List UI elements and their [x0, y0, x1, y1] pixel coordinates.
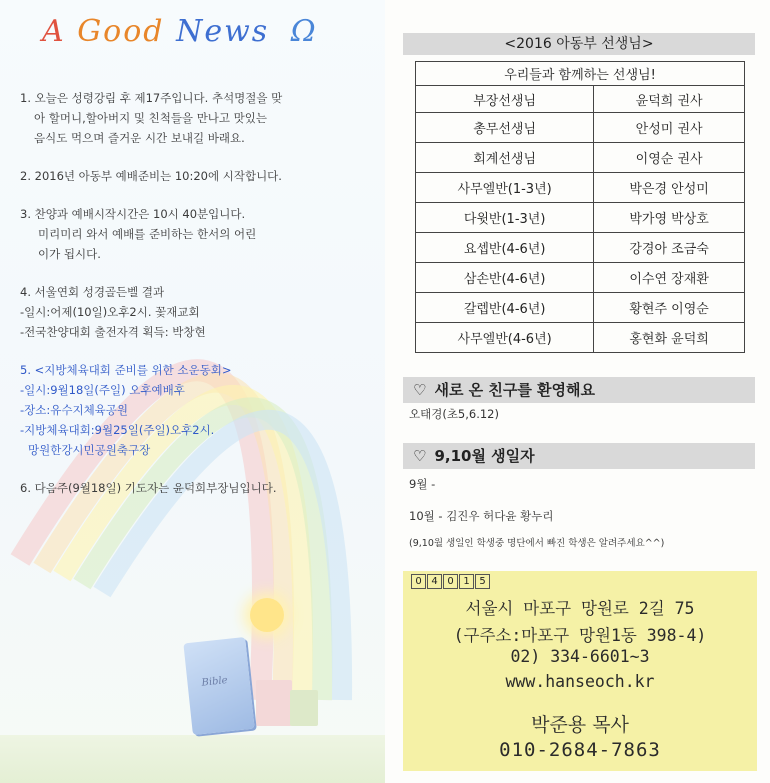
announcement-line: -일시:어제(10일)오후2시. 꽃재교회: [20, 305, 200, 319]
staff-role: 요셉반(4-6년): [416, 233, 594, 263]
pastor-mobile: 010-2684-7863: [499, 739, 661, 761]
grass-decoration: [0, 735, 385, 783]
announcement-line: -지방체육대회:9월25일(주일)오후2시.: [20, 423, 215, 437]
birthday-october: 10월 - 김진우 허다윤 황누리: [409, 509, 554, 523]
table-row: [416, 62, 745, 86]
title-news: News: [176, 14, 270, 49]
staff-role: 사무엘반(4-6년): [416, 323, 594, 353]
table-row: [416, 293, 745, 323]
staff-role: 부장선생님: [416, 86, 594, 113]
staff-role: 삼손반(4-6년): [416, 263, 594, 293]
newsletter-title: [42, 14, 318, 49]
staff-names: 강경아 조금숙: [594, 233, 745, 263]
announcement-item: [20, 360, 370, 460]
announcement-line: 1. 오늘은 성령강림 후 제17주입니다. 추석명절을 맞: [20, 91, 283, 105]
announcement-line: 음식도 먹으며 즐거운 시간 보내길 바래요.: [34, 131, 245, 145]
birthday-title: 9,10월 생일자: [434, 447, 535, 465]
birthday-note: (9,10월 생일인 학생중 명단에서 빠진 학생은 알려주세요^^): [409, 538, 665, 549]
table-row: [416, 86, 745, 113]
staff-names: 이수연 장재환: [594, 263, 745, 293]
table-row: [416, 233, 745, 263]
staff-role: 회계선생님: [416, 143, 594, 173]
announcement-line: -일시:9월18일(주일) 오후예배후: [20, 383, 185, 397]
bible-icon: [183, 637, 254, 735]
birthday-september: 9월 -: [409, 477, 436, 491]
old-address-line: (구주소:마포구 망원1동 398-4): [453, 626, 707, 645]
announcement-line: 망원한강시민공원축구장: [28, 443, 151, 457]
welcome-names: 오태경(초5,6.12): [409, 407, 499, 421]
table-row: [416, 143, 745, 173]
announcement-line: 미리미리 와서 예배를 준비하는 한서의 어린: [38, 227, 257, 241]
staff-role: 총무선생님: [416, 113, 594, 143]
staff-names: 홍현화 윤덕희: [594, 323, 745, 353]
staff-names: 안성미 권사: [594, 113, 745, 143]
bible-label: Bible: [201, 675, 229, 689]
pastor-name: 박준용 목사: [531, 714, 629, 736]
announcement-item: [20, 478, 370, 498]
address-box: [403, 571, 757, 771]
staff-names: 황현주 이영순: [594, 293, 745, 323]
zip-digit: 1: [459, 574, 474, 589]
title-good: Good: [77, 14, 165, 49]
staff-subheader: 우리들과 함께하는 선생님!: [416, 62, 745, 86]
zip-digit: 0: [443, 574, 458, 589]
staff-role: 다윗반(1-3년): [416, 203, 594, 233]
staff-table: [415, 61, 745, 353]
table-row: [416, 113, 745, 143]
announcement-line: 5. <지방체육대회 준비를 위한 소운동회>: [20, 363, 232, 377]
table-row: [416, 173, 745, 203]
omega-icon: Ω: [290, 14, 318, 49]
staff-names: 박은경 안성미: [594, 173, 745, 203]
staff-names: 윤덕희 권사: [594, 86, 745, 113]
staff-role: 사무엘반(1-3년): [416, 173, 594, 203]
table-row: [416, 323, 745, 353]
welcome-header: [403, 377, 755, 403]
zip-digit: 5: [475, 574, 490, 589]
announcement-item: [20, 282, 370, 342]
staff-names: 이영순 권사: [594, 143, 745, 173]
announcement-line: 아 할머니,할아버지 및 친척들을 만나고 맛있는: [34, 111, 268, 125]
zip-code: [411, 574, 490, 589]
announcement-list: [20, 88, 370, 516]
heart-icon: ♡: [413, 381, 427, 399]
phone-line: 02) 334-6601~3: [510, 647, 650, 666]
staff-role: 갈렙반(4-6년): [416, 293, 594, 323]
table-row: [416, 203, 745, 233]
birthday-header: [403, 443, 755, 469]
heart-icon: ♡: [413, 447, 427, 465]
title-a: A: [42, 14, 66, 49]
staff-header: <2016 아동부 선생님>: [403, 33, 755, 55]
announcement-line: 3. 찬양과 예배시작시간은 10시 40분입니다.: [20, 207, 246, 221]
zip-digit: 4: [427, 574, 442, 589]
address-line: 서울시 마포구 망원로 2길 75: [465, 599, 695, 618]
announcement-item: [20, 204, 370, 264]
announcement-line: 6. 다음주(9월18일) 기도자는 윤덕희부장님입니다.: [20, 481, 277, 495]
announcement-line: 4. 서울연회 성경골든벨 결과: [20, 285, 165, 299]
table-row: [416, 263, 745, 293]
house-icon: [290, 690, 318, 726]
announcement-line: -전국찬양대회 출전자격 획득: 박창현: [20, 325, 206, 339]
zip-digit: 0: [411, 574, 426, 589]
announcement-item: [20, 88, 370, 148]
website-link[interactable]: www.hanseoch.kr: [505, 672, 655, 691]
sun-icon: [250, 598, 284, 632]
announcement-line: -장소:유수지체육공원: [20, 403, 129, 417]
announcement-line: 2. 2016년 아동부 예배준비는 10:20에 시작합니다.: [20, 169, 282, 183]
house-icon: [256, 680, 292, 726]
staff-names: 박가영 박상호: [594, 203, 745, 233]
announcement-item: [20, 166, 370, 186]
announcement-line: 이가 됩시다.: [38, 247, 101, 261]
welcome-title: 새로 온 친구를 환영해요: [434, 381, 596, 399]
